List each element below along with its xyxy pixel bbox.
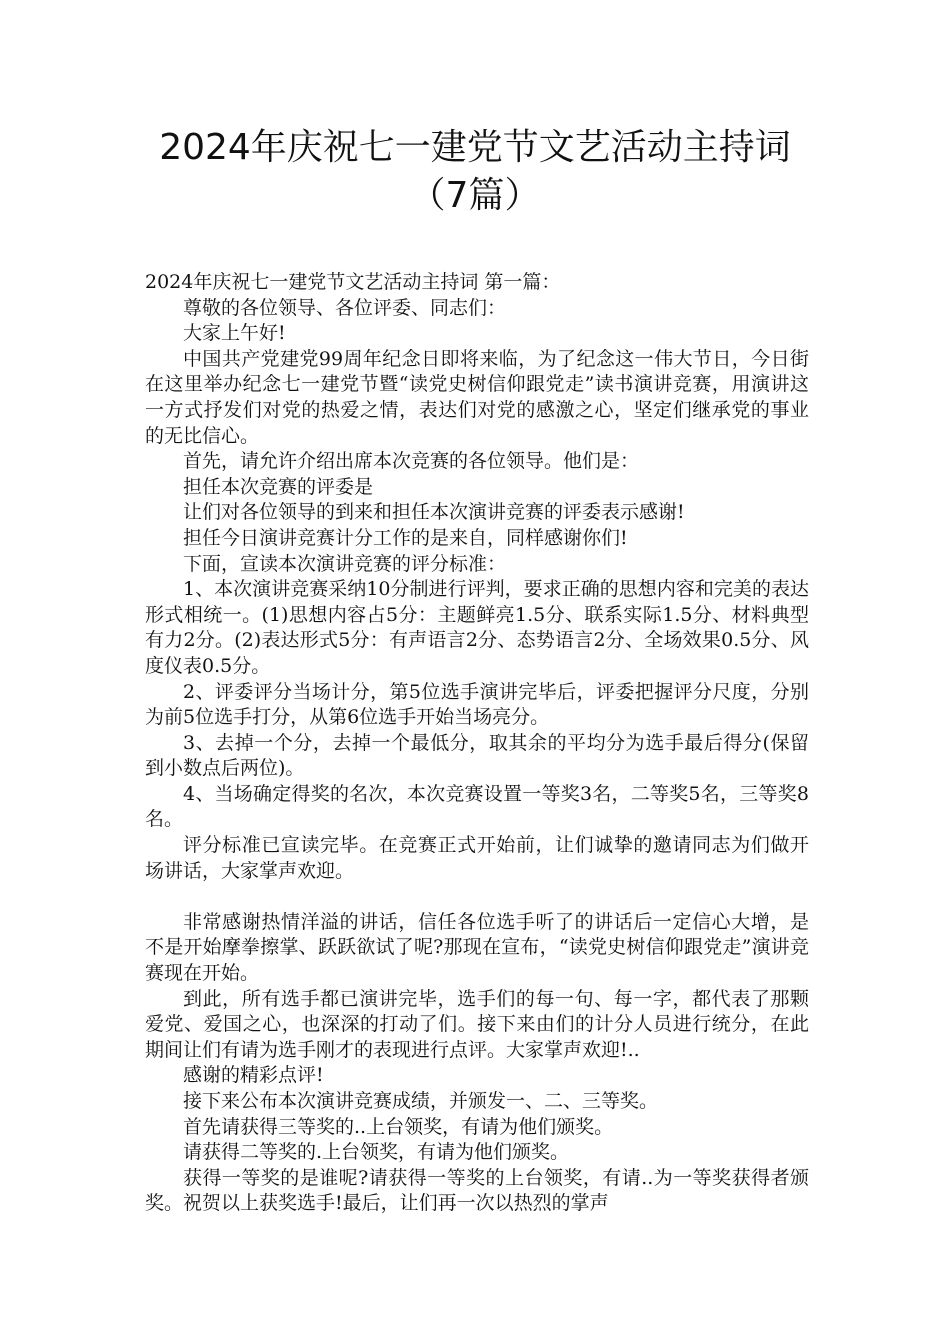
paragraph: 3、去掉一个分，去掉一个最低分，取其余的平均分为选手最后得分(保留到小数点后两位)。	[145, 731, 809, 780]
paragraph: 到此，所有选手都已演讲完毕，选手们的每一句、每一字，都代表了那颗爱党、爱国之心，也深深的打动了们。接下来由们的计分人员进行统分，在此期间让们有请为选手刚才的表现进行点评。大家掌声欢迎!..	[145, 987, 809, 1061]
paragraph: 大家上午好!	[183, 322, 286, 345]
document-title	[120, 124, 830, 220]
paragraph: 担任今日演讲竞赛计分工作的是来自，同样感谢你们!	[183, 526, 628, 549]
paragraph: 请获得二等奖的.上台领奖，有请为他们颁奖。	[183, 1141, 570, 1164]
paragraph: 担任本次竞赛的评委是	[183, 475, 374, 498]
paragraph: 评分标准已宣读完毕。在竞赛正式开始前，让们诚挚的邀请同志为们做开场讲话，大家掌声欢迎。	[145, 834, 809, 882]
paragraph: 尊敬的各位领导、各位评委、同志们：	[183, 296, 507, 319]
paragraph: 1、本次演讲竞赛采纳10分制进行评判，要求正确的思想内容和完美的表达形式相统一。(1)思想内容占5分：主题鲜亮1.5分、联系实际1.5分、材料典型有力2分。(2)表达形式5分：有声语言2分、态势语言2分、全场效果0.5分、风度仪表0.5分。	[145, 578, 809, 677]
title-line-1: 2024年庆祝七一建党节文艺活动主持词	[159, 127, 791, 168]
title-line-2: （7篇）	[409, 175, 541, 216]
paragraph: 2、评委评分当场计分，第5位选手演讲完毕后，评委把握评分尺度，分别为前5位选手打分，从第6位选手开始当场亮分。	[145, 680, 809, 729]
paragraph: 首先，请允许介绍出席本次竞赛的各位领导。他们是：	[183, 450, 640, 473]
paragraph: 首先请获得三等奖的..上台领奖，有请为他们颁奖。	[183, 1115, 614, 1138]
paragraph: 接下来公布本次演讲竞赛成绩，并颁发一、二、三等奖。	[183, 1090, 659, 1112]
paragraph: 获得一等奖的是谁呢?请获得一等奖的上台领奖，有请..为一等奖获得者颁奖。祝贺以上获奖选手!最后，让们再一次以热烈的掌声	[145, 1166, 809, 1215]
document-body	[145, 270, 809, 1217]
paragraph: 让们对各位领导的到来和担任本次演讲竞赛的评委表示感谢!	[183, 501, 685, 524]
paragraph: 下面，宣读本次演讲竞赛的评分标准：	[183, 552, 507, 575]
paragraph: 非常感谢热情洋溢的讲话，信任各位选手听了的讲话后一定信心大增，是不是开始摩拳擦掌、跃跃欲试了呢?那现在宣布，“读党史树信仰跟党走”演讲竞赛现在开始。	[145, 910, 809, 985]
section-heading: 2024年庆祝七一建党节文艺活动主持词 第一篇：	[145, 271, 561, 293]
blank-line	[145, 884, 809, 910]
paragraph: 中国共产党建党99周年纪念日即将来临，为了纪念这一伟大节日，今日街在这里举办纪念七一建党节暨“读党史树信仰跟党走”读书演讲竞赛，用演讲这一方式抒发们对党的热爱之情，表达们对党的感激之心，坚定们继承党的事业的无比信心。	[145, 347, 809, 447]
paragraph: 感谢的精彩点评!	[183, 1064, 324, 1087]
paragraph: 4、当场确定得奖的名次，本次竞赛设置一等奖3名，二等奖5名，三等奖8名。	[145, 782, 809, 831]
